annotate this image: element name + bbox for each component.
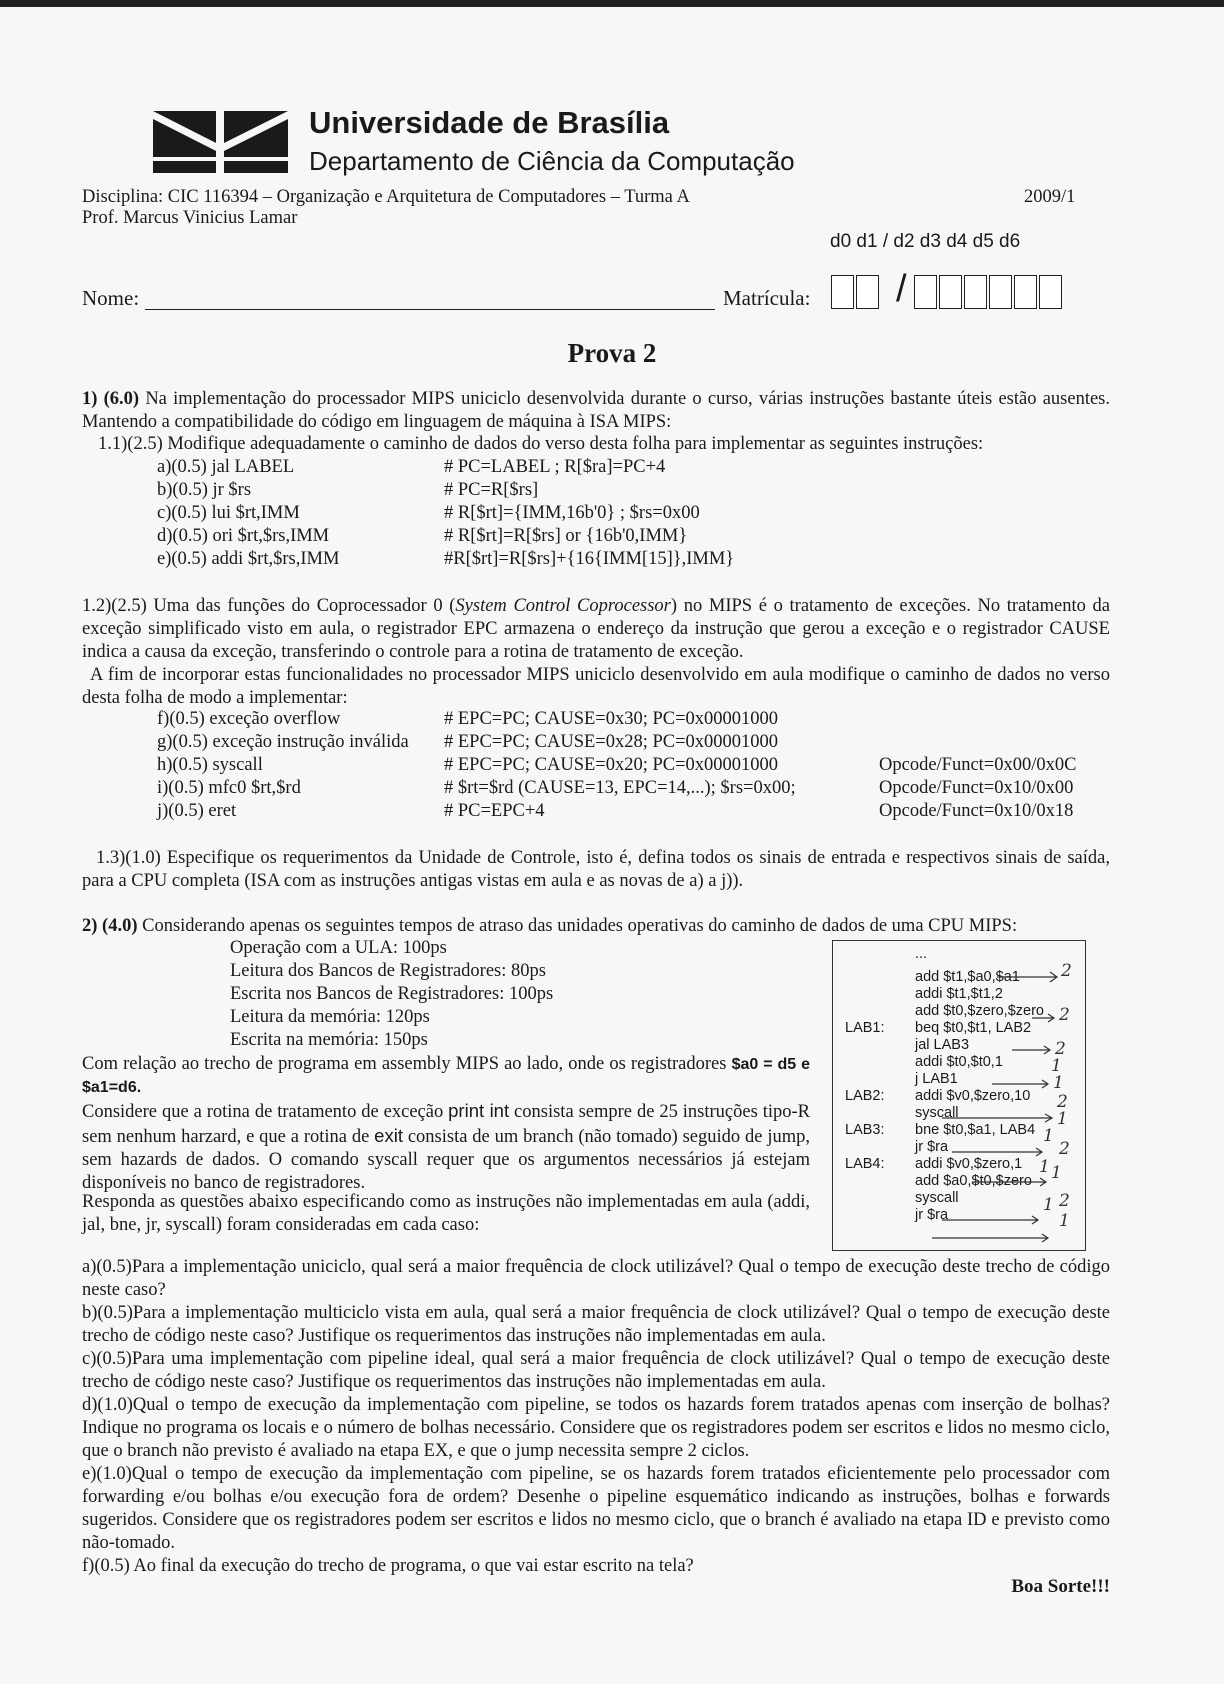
q1-sub3: 1.3)(1.0) Especifique os requerimentos da Unidade de Controle, isto é, defina todos os sinais de entrada e respectivos sinais de saída, para a CPU completa (ISA com as instruções antigas vistas em aula e as novas de a) a j)).	[82, 848, 1110, 891]
instr-label: c)(0.5) lui $rt,IMM	[157, 503, 300, 523]
matricula-box[interactable]	[914, 275, 937, 309]
handwritten-note: 1	[1051, 1163, 1062, 1183]
exc-desc: # EPC=PC; CAUSE=0x20; PC=0x00001000	[444, 755, 779, 775]
program-code: addi $t1,$t1,2	[915, 986, 1003, 1002]
timing-item: Escrita na memória: 150ps	[230, 1030, 428, 1050]
department-name: Departamento de Ciência da Computação	[309, 146, 795, 176]
handwritten-note: 2	[1059, 1139, 1070, 1159]
instr-label: b)(0.5) jr $rs	[157, 480, 252, 500]
semester: 2009/1	[1024, 187, 1076, 207]
instr-desc: #R[$rt]=R[$rs]+{16{IMM[15]},IMM}	[444, 549, 735, 569]
exc-opcode: Opcode/Funct=0x10/0x00	[879, 778, 1074, 798]
university-name: Universidade de Brasília	[309, 105, 670, 140]
matricula-slash: /	[896, 268, 907, 310]
scan-top-border	[0, 0, 1224, 7]
good-luck: Boa Sorte!!!	[1011, 1576, 1110, 1597]
instr-desc: # PC=R[$rs]	[444, 480, 539, 500]
exc-desc: # $rt=$rd (CAUSE=13, EPC=14,...); $rs=0x00;	[444, 778, 796, 798]
exc-label: h)(0.5) syscall	[157, 755, 263, 775]
handwritten-note: 1	[1051, 1056, 1062, 1076]
handwritten-note: 1	[1043, 1195, 1054, 1215]
program-code: beq $t0,$t1, LAB2	[915, 1020, 1032, 1036]
exc-desc: # PC=EPC+4	[444, 801, 545, 821]
exc-label: f)(0.5) exceção overflow	[157, 709, 341, 729]
question-e: e)(1.0)Qual o tempo de execução da implementação com pipeline, se os hazards forem tratados eficientemente pelo processador com forwarding e/ou bolhas e/ou execução fora de ordem? Desenhe o pipeline esquemático indicando as instruções, bolhas e forwards sugeridos. Considere que os registradores podem ser escritos e lidos no mesmo ciclo, que o branch é avaliado na etapa ID e previsto como não-tomado.	[82, 1464, 1110, 1553]
matricula-box[interactable]	[831, 275, 854, 309]
q1-sub2: 1.2)(2.5) Uma das funções do Coprocessador 0 (System Control Coprocessor) no MIPS é o tratamento de exceções. No tratamento da exceção simplificado visto em aula, o registrador EPC armazena o endereço da instrução que gerou a exceção e o registrador CAUSE indica a causa da exceção, transferindo o controle para a rotina de tratamento de exceção.	[82, 596, 1110, 662]
handwritten-note: 2	[1059, 1191, 1070, 1211]
matricula-box[interactable]	[989, 275, 1012, 309]
exc-label: i)(0.5) mfc0 $rt,$rd	[157, 778, 301, 798]
exc-desc: # EPC=PC; CAUSE=0x28; PC=0x00001000	[444, 732, 779, 752]
professor: Prof. Marcus Vinicius Lamar	[82, 208, 298, 228]
program-code: jr $ra	[915, 1207, 949, 1223]
q1-intro: 1) (6.0) Na implementação do processador MIPS uniciclo desenvolvida durante o curso, várias instruções bastante úteis estão ausentes. Mantendo a compatibilidade do código em linguagem de máquina à ISA MIPS:	[82, 389, 1110, 432]
program-label: LAB3:	[845, 1122, 885, 1138]
matricula-box[interactable]	[1014, 275, 1037, 309]
question-d: d)(1.0)Qual o tempo de execução da implementação com pipeline, se todos os hazards forem tratados apenas com inserção de bolhas? Indique no programa os locais e o número de bolhas necessário. Considere que os registradores podem ser escritos e lidos no mesmo ciclo, que o branch não previsto é avaliado na etapa EX, e que o jump necessita sempre 2 ciclos.	[82, 1395, 1110, 1461]
program-code: jal LAB3	[915, 1037, 970, 1053]
instr-desc: # R[$rt]=R[$rs] or {16b'0,IMM}	[444, 526, 688, 546]
handwritten-note: 2	[1061, 961, 1072, 981]
program-code: add $t0,$zero,$zero	[915, 1003, 1044, 1019]
matricula-box[interactable]	[1039, 275, 1062, 309]
program-code: addi $v0,$zero,1	[915, 1156, 1023, 1172]
timing-item: Escrita nos Bancos de Registradores: 100ps	[230, 984, 554, 1004]
instr-desc: # R[$rt]={IMM,16b'0} ; $rs=0x00	[444, 503, 700, 523]
instr-label: d)(0.5) ori $rt,$rs,IMM	[157, 526, 330, 546]
handwritten-note: 1	[1057, 1109, 1068, 1129]
program-label: LAB4:	[845, 1156, 885, 1172]
program-code: syscall	[915, 1190, 959, 1206]
program-label: LAB1:	[845, 1020, 885, 1036]
program-code: add $t1,$a0,$a1	[915, 969, 1020, 985]
question-f: f)(0.5) Ao final da execução do trecho de programa, o que vai estar escrito na tela?	[82, 1556, 694, 1576]
handwritten-note: 2	[1055, 1039, 1066, 1059]
question-c: c)(0.5)Para uma implementação com pipeline ideal, qual será a maior frequência de clock utilizável? Qual o tempo de execução deste trecho de código neste caso? Justifique os requerimentos das instruções não implementadas em aula.	[82, 1349, 1110, 1392]
q2-p3: Responda as questões abaixo especificando como as instruções não implementadas em aula (addi, jal, bne, jr, syscall) foram consideradas em cada caso:	[82, 1192, 810, 1235]
matricula-box[interactable]	[964, 275, 987, 309]
handwritten-note: 2	[1057, 1092, 1068, 1112]
unb-logo-icon	[153, 111, 288, 173]
timing-item: Leitura da memória: 120ps	[230, 1007, 430, 1027]
matricula-box[interactable]	[939, 275, 962, 309]
program-code: addi $t0,$t0,1	[915, 1054, 1003, 1070]
exc-desc: # EPC=PC; CAUSE=0x30; PC=0x00001000	[444, 709, 779, 729]
instr-label: a)(0.5) jal LABEL	[157, 457, 295, 477]
question-b: b)(0.5)Para a implementação multiciclo vista em aula, qual será a maior frequência de clock utilizável? Qual o tempo de execução deste trecho de código neste caso? Justifique os requerimentos das instruções não implementadas em aula.	[82, 1303, 1110, 1346]
exc-label: j)(0.5) eret	[157, 801, 237, 821]
name-label: Nome:	[82, 286, 140, 310]
program-code: addi $v0,$zero,10	[915, 1088, 1031, 1104]
q1-sub1: 1.1)(2.5) Modifique adequadamente o caminho de dados do verso desta folha para implementar as seguintes instruções:	[98, 434, 984, 454]
program-code: bne $t0,$a1, LAB4	[915, 1122, 1036, 1138]
q1-sub2-p2: A fim de incorporar estas funcionalidades no processador MIPS uniciclo desenvolvido em aula modifique o caminho de dados no verso desta folha de modo a implementar:	[82, 665, 1110, 708]
handwritten-arrows	[832, 940, 1086, 1251]
exam-title: Prova 2	[567, 338, 657, 368]
q2-p1: Com relação ao trecho de programa em assembly MIPS ao lado, onde os registradores $a0 = d5 e $a1=d6.	[82, 1054, 810, 1096]
program-label: LAB2:	[845, 1088, 885, 1104]
q2-intro: 2) (4.0) Considerando apenas os seguintes tempos de atraso das unidades operativas do caminho de dados de uma CPU MIPS:	[82, 916, 1018, 936]
name-field[interactable]	[145, 309, 715, 310]
instr-label: e)(0.5) addi $rt,$rs,IMM	[157, 549, 340, 569]
instr-desc: # PC=LABEL ; R[$ra]=PC+4	[444, 457, 666, 477]
program-code: add $a0,$t0,$zero	[915, 1173, 1032, 1189]
program-code: jr $ra	[915, 1139, 949, 1155]
question-a: a)(0.5)Para a implementação uniciclo, qual será a maior frequência de clock utilizável? Qual o tempo de execução deste trecho de código neste caso?	[82, 1257, 1110, 1300]
program-ellipsis: ...	[915, 946, 928, 962]
handwritten-note: 2	[1059, 1005, 1070, 1025]
handwritten-note: 1	[1059, 1211, 1070, 1231]
q2-p2: Considere que a rotina de tratamento de exceção print int consista sempre de 25 instruções tipo-R sem nenhum harzard, e que a rotina de exit consista de um branch (não tomado) seguido de jump, sem hazards de dados. O comando syscall requer que os argumentos necessários já estejam disponíveis no banco de registradores.	[82, 1100, 811, 1193]
exc-opcode: Opcode/Funct=0x10/0x18	[879, 801, 1074, 821]
exc-opcode: Opcode/Funct=0x00/0x0C	[879, 755, 1077, 775]
program-code: j LAB1	[915, 1071, 958, 1087]
handwritten-note: 1	[1039, 1157, 1050, 1177]
matricula-digit-labels: d0 d1 / d2 d3 d4 d5 d6	[830, 231, 1021, 252]
exc-label: g)(0.5) exceção instrução inválida	[157, 732, 409, 752]
timing-item: Operação com a ULA: 100ps	[230, 938, 447, 958]
timing-item: Leitura dos Bancos de Registradores: 80ps	[230, 961, 546, 981]
matricula-box[interactable]	[856, 275, 879, 309]
handwritten-note: 1	[1043, 1126, 1054, 1146]
program-code: syscall	[915, 1105, 959, 1121]
course-line: Disciplina: CIC 116394 – Organização e Arquitetura de Computadores – Turma A	[82, 187, 690, 207]
handwritten-note: 1	[1053, 1073, 1064, 1093]
matricula-label: Matrícula:	[723, 286, 811, 310]
